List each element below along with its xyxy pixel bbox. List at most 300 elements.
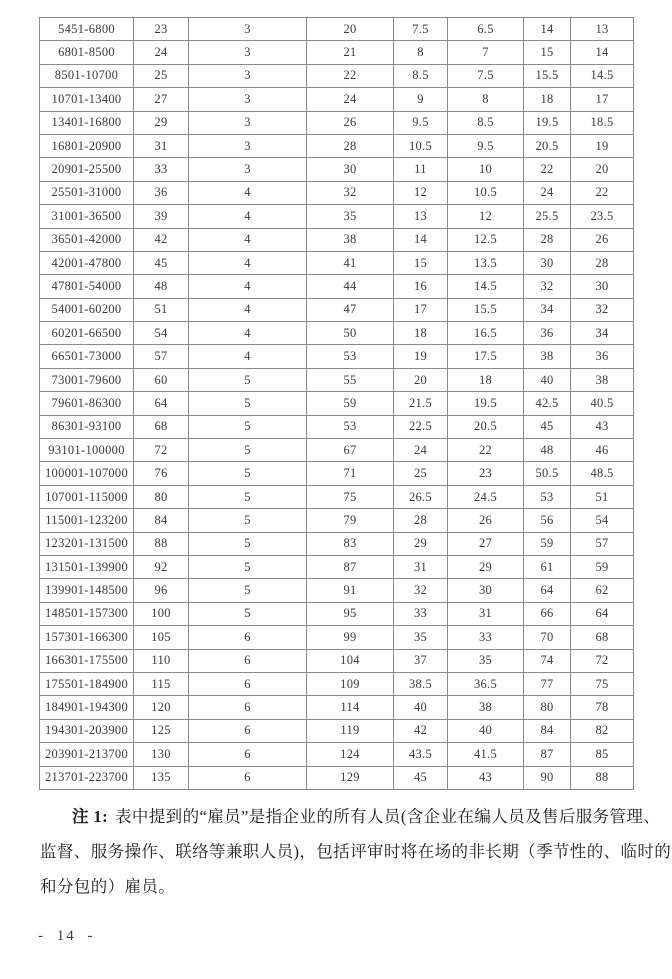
table-row <box>40 392 634 415</box>
table-cell: 5 <box>189 579 307 602</box>
table-row <box>40 696 634 719</box>
table-cell: 105 <box>134 626 189 649</box>
table-cell: 60 <box>134 368 189 391</box>
table-cell: 20 <box>307 18 394 41</box>
table-cell: 76 <box>134 462 189 485</box>
table-cell: 31 <box>134 134 189 157</box>
table-cell: 55 <box>307 368 394 391</box>
table-cell: 5 <box>189 602 307 625</box>
table-cell: 47801-54000 <box>40 275 134 298</box>
table-row <box>40 41 634 64</box>
table-cell: 34 <box>524 298 571 321</box>
table-cell: 40 <box>524 368 571 391</box>
table-cell: 68 <box>571 626 634 649</box>
table-cell: 130 <box>134 743 189 766</box>
table-cell: 66501-73000 <box>40 345 134 368</box>
table-row <box>40 649 634 672</box>
table-cell: 100 <box>134 602 189 625</box>
table-cell: 51 <box>571 485 634 508</box>
table-cell: 10 <box>448 158 524 181</box>
table-cell: 17.5 <box>448 345 524 368</box>
table-cell: 44 <box>307 275 394 298</box>
table-cell: 21 <box>307 41 394 64</box>
table-cell: 66 <box>524 602 571 625</box>
table-cell: 125 <box>134 719 189 742</box>
table-cell: 73001-79600 <box>40 368 134 391</box>
table-cell: 48 <box>134 275 189 298</box>
table-cell: 10.5 <box>448 181 524 204</box>
table-cell: 124 <box>307 743 394 766</box>
table-cell: 135 <box>134 766 189 789</box>
table-cell: 17 <box>571 88 634 111</box>
table-cell: 33 <box>134 158 189 181</box>
table-cell: 35 <box>394 626 448 649</box>
table-cell: 15 <box>394 251 448 274</box>
table-row <box>40 602 634 625</box>
table-cell: 14.5 <box>448 275 524 298</box>
table-cell: 12 <box>394 181 448 204</box>
table-cell: 9.5 <box>448 134 524 157</box>
table-cell: 5 <box>189 439 307 462</box>
table-cell: 12.5 <box>448 228 524 251</box>
table-cell: 5 <box>189 462 307 485</box>
table-cell: 30 <box>307 158 394 181</box>
table-cell: 27 <box>448 532 524 555</box>
table-cell: 24 <box>394 439 448 462</box>
table-cell: 3 <box>189 41 307 64</box>
table-cell: 15.5 <box>448 298 524 321</box>
table-cell: 30 <box>571 275 634 298</box>
table-cell: 13.5 <box>448 251 524 274</box>
table-cell: 100001-107000 <box>40 462 134 485</box>
table-row <box>40 439 634 462</box>
table-cell: 46 <box>571 439 634 462</box>
table-cell: 115001-123200 <box>40 509 134 532</box>
table-cell: 72 <box>134 439 189 462</box>
table-cell: 30 <box>448 579 524 602</box>
table-cell: 4 <box>189 251 307 274</box>
table-cell: 24.5 <box>448 485 524 508</box>
table-cell: 25501-31000 <box>40 181 134 204</box>
table-cell: 26 <box>307 111 394 134</box>
table-row <box>40 158 634 181</box>
table-cell: 19.5 <box>448 392 524 415</box>
table-row <box>40 462 634 485</box>
table-cell: 50 <box>307 322 394 345</box>
table-cell: 7.5 <box>448 64 524 87</box>
table-cell: 31 <box>448 602 524 625</box>
table-cell: 5 <box>189 368 307 391</box>
table-cell: 19 <box>571 134 634 157</box>
table-cell: 16801-20900 <box>40 134 134 157</box>
table-cell: 6.5 <box>448 18 524 41</box>
table-cell: 119 <box>307 719 394 742</box>
table-cell: 62 <box>571 579 634 602</box>
table-cell: 84 <box>524 719 571 742</box>
table-cell: 38 <box>571 368 634 391</box>
table-cell: 80 <box>134 485 189 508</box>
table-row <box>40 415 634 438</box>
table-cell: 28 <box>524 228 571 251</box>
table-row <box>40 251 634 274</box>
table-cell: 40 <box>394 696 448 719</box>
table-cell: 75 <box>307 485 394 508</box>
table-cell: 26.5 <box>394 485 448 508</box>
table-cell: 3 <box>189 64 307 87</box>
table-cell: 4 <box>189 205 307 228</box>
table-row <box>40 579 634 602</box>
table-cell: 38 <box>524 345 571 368</box>
table-cell: 6 <box>189 649 307 672</box>
table-cell: 32 <box>307 181 394 204</box>
table-cell: 13 <box>394 205 448 228</box>
table-cell: 32 <box>394 579 448 602</box>
table-cell: 43.5 <box>394 743 448 766</box>
table-cell: 166301-175500 <box>40 649 134 672</box>
table-cell: 33 <box>394 602 448 625</box>
table-cell: 19.5 <box>524 111 571 134</box>
table-cell: 14 <box>571 41 634 64</box>
table-cell: 38 <box>448 696 524 719</box>
table-cell: 75 <box>571 672 634 695</box>
table-row <box>40 485 634 508</box>
table-cell: 22 <box>524 158 571 181</box>
table-body <box>40 18 634 790</box>
table-cell: 7 <box>448 41 524 64</box>
table-cell: 10701-13400 <box>40 88 134 111</box>
table-cell: 3 <box>189 18 307 41</box>
table-row <box>40 345 634 368</box>
table-cell: 31001-36500 <box>40 205 134 228</box>
table-cell: 24 <box>307 88 394 111</box>
table-cell: 6 <box>189 696 307 719</box>
table-cell: 83 <box>307 532 394 555</box>
table-cell: 7.5 <box>394 18 448 41</box>
table-cell: 36 <box>524 322 571 345</box>
table-cell: 20.5 <box>448 415 524 438</box>
table-cell: 43 <box>571 415 634 438</box>
table-cell: 5 <box>189 555 307 578</box>
table-cell: 11 <box>394 158 448 181</box>
table-cell: 16 <box>394 275 448 298</box>
table-cell: 82 <box>571 719 634 742</box>
table-cell: 175501-184900 <box>40 672 134 695</box>
table-cell: 4 <box>189 181 307 204</box>
table-cell: 95 <box>307 602 394 625</box>
table-cell: 35 <box>307 205 394 228</box>
table-cell: 99 <box>307 626 394 649</box>
note-label: 注 1: <box>72 807 108 826</box>
table-cell: 20.5 <box>524 134 571 157</box>
table-cell: 74 <box>524 649 571 672</box>
table-cell: 29 <box>134 111 189 134</box>
table-row <box>40 743 634 766</box>
table-cell: 48 <box>524 439 571 462</box>
note-line-3: 和分包的）雇员。 <box>40 877 176 896</box>
table-row <box>40 509 634 532</box>
table-cell: 14 <box>524 18 571 41</box>
table-cell: 54001-60200 <box>40 298 134 321</box>
table-cell: 3 <box>189 111 307 134</box>
note-line-1-text: 表中提到的“雇员”是指企业的所有人员(含企业在编人员及售后服务管理、 <box>114 807 661 826</box>
table-cell: 42.5 <box>524 392 571 415</box>
table-cell: 9 <box>394 88 448 111</box>
table-cell: 29 <box>394 532 448 555</box>
table-cell: 9.5 <box>394 111 448 134</box>
table-cell: 16.5 <box>448 322 524 345</box>
table-cell: 3 <box>189 158 307 181</box>
table-cell: 67 <box>307 439 394 462</box>
table-cell: 8 <box>448 88 524 111</box>
table-cell: 42 <box>134 228 189 251</box>
table-row <box>40 322 634 345</box>
table-cell: 64 <box>571 602 634 625</box>
table-cell: 18 <box>394 322 448 345</box>
table-row <box>40 205 634 228</box>
table-cell: 53 <box>307 345 394 368</box>
table-cell: 54 <box>571 509 634 532</box>
table-row <box>40 555 634 578</box>
table-cell: 79 <box>307 509 394 532</box>
table-row <box>40 275 634 298</box>
table-cell: 6 <box>189 626 307 649</box>
table-cell: 72 <box>571 649 634 672</box>
table-cell: 139901-148500 <box>40 579 134 602</box>
page-number: - 14 - <box>38 928 95 944</box>
table-row <box>40 181 634 204</box>
table-cell: 15 <box>524 41 571 64</box>
table-cell: 60201-66500 <box>40 322 134 345</box>
table-cell: 23 <box>134 18 189 41</box>
table-row <box>40 88 634 111</box>
table-cell: 6 <box>189 766 307 789</box>
table-cell: 59 <box>524 532 571 555</box>
table-cell: 39 <box>134 205 189 228</box>
table-cell: 42 <box>394 719 448 742</box>
table-cell: 5451-6800 <box>40 18 134 41</box>
table-cell: 43 <box>448 766 524 789</box>
table-row <box>40 626 634 649</box>
table-cell: 61 <box>524 555 571 578</box>
table-cell: 6 <box>189 672 307 695</box>
table-cell: 68 <box>134 415 189 438</box>
table-cell: 25 <box>134 64 189 87</box>
table-cell: 10.5 <box>394 134 448 157</box>
table-cell: 24 <box>134 41 189 64</box>
note-paragraph <box>40 799 672 904</box>
table-cell: 59 <box>307 392 394 415</box>
table-cell: 36 <box>134 181 189 204</box>
table-cell: 86301-93100 <box>40 415 134 438</box>
table-cell: 34 <box>571 322 634 345</box>
table-cell: 31 <box>394 555 448 578</box>
table-cell: 104 <box>307 649 394 672</box>
table-cell: 48.5 <box>571 462 634 485</box>
table-cell: 5 <box>189 532 307 555</box>
table-cell: 6 <box>189 743 307 766</box>
table-cell: 36 <box>571 345 634 368</box>
table-cell: 32 <box>524 275 571 298</box>
table-row <box>40 64 634 87</box>
table-cell: 3 <box>189 134 307 157</box>
table-cell: 56 <box>524 509 571 532</box>
table-cell: 4 <box>189 322 307 345</box>
table-cell: 45 <box>134 251 189 274</box>
table-cell: 203901-213700 <box>40 743 134 766</box>
table-cell: 21.5 <box>394 392 448 415</box>
table-cell: 22 <box>571 181 634 204</box>
table-cell: 148501-157300 <box>40 602 134 625</box>
table-cell: 79601-86300 <box>40 392 134 415</box>
table-row <box>40 766 634 789</box>
table-cell: 4 <box>189 298 307 321</box>
table-cell: 27 <box>134 88 189 111</box>
table-cell: 33 <box>448 626 524 649</box>
table-cell: 80 <box>524 696 571 719</box>
table-cell: 3 <box>189 88 307 111</box>
table-cell: 53 <box>524 485 571 508</box>
table-cell: 8501-10700 <box>40 64 134 87</box>
table-cell: 41.5 <box>448 743 524 766</box>
table-row <box>40 134 634 157</box>
table-cell: 14 <box>394 228 448 251</box>
table-cell: 4 <box>189 345 307 368</box>
table-cell: 45 <box>524 415 571 438</box>
table-cell: 92 <box>134 555 189 578</box>
table-cell: 91 <box>307 579 394 602</box>
table-cell: 22.5 <box>394 415 448 438</box>
table-cell: 88 <box>571 766 634 789</box>
table-cell: 45 <box>394 766 448 789</box>
table-cell: 12 <box>448 205 524 228</box>
table-cell: 28 <box>394 509 448 532</box>
table-cell: 8.5 <box>394 64 448 87</box>
table-cell: 87 <box>307 555 394 578</box>
table-cell: 28 <box>307 134 394 157</box>
table-cell: 25.5 <box>524 205 571 228</box>
table-cell: 107001-115000 <box>40 485 134 508</box>
table-cell: 4 <box>189 275 307 298</box>
table-cell: 42001-47800 <box>40 251 134 274</box>
table-cell: 71 <box>307 462 394 485</box>
table-cell: 115 <box>134 672 189 695</box>
table-cell: 5 <box>189 485 307 508</box>
table-cell: 18 <box>448 368 524 391</box>
table-cell: 19 <box>394 345 448 368</box>
table-row <box>40 111 634 134</box>
note-line-2: 监督、服务操作、联络等兼职人员)，包括评审时将在场的非长期（季节性的、临时的 <box>40 842 672 861</box>
table-cell: 29 <box>448 555 524 578</box>
table-cell: 35 <box>448 649 524 672</box>
table-row <box>40 368 634 391</box>
table-cell: 57 <box>134 345 189 368</box>
table-cell: 24 <box>524 181 571 204</box>
table-cell: 22 <box>307 64 394 87</box>
table-cell: 57 <box>571 532 634 555</box>
table-row <box>40 672 634 695</box>
table-row <box>40 719 634 742</box>
table-cell: 194301-203900 <box>40 719 134 742</box>
table-cell: 13401-16800 <box>40 111 134 134</box>
table-cell: 8 <box>394 41 448 64</box>
table-cell: 78 <box>571 696 634 719</box>
table-cell: 28 <box>571 251 634 274</box>
table-cell: 50.5 <box>524 462 571 485</box>
table-cell: 41 <box>307 251 394 274</box>
table-cell: 5 <box>189 509 307 532</box>
table-cell: 64 <box>134 392 189 415</box>
table-cell: 64 <box>524 579 571 602</box>
table-cell: 120 <box>134 696 189 719</box>
table-cell: 17 <box>394 298 448 321</box>
table-cell: 23 <box>448 462 524 485</box>
table-cell: 93101-100000 <box>40 439 134 462</box>
table-cell: 8.5 <box>448 111 524 134</box>
table-cell: 40 <box>448 719 524 742</box>
table-cell: 5 <box>189 415 307 438</box>
table-cell: 77 <box>524 672 571 695</box>
table-cell: 84 <box>134 509 189 532</box>
table-cell: 110 <box>134 649 189 672</box>
table-cell: 213701-223700 <box>40 766 134 789</box>
table-cell: 30 <box>524 251 571 274</box>
table-cell: 5 <box>189 392 307 415</box>
table-cell: 88 <box>134 532 189 555</box>
table-row <box>40 18 634 41</box>
table-cell: 25 <box>394 462 448 485</box>
table-cell: 14.5 <box>571 64 634 87</box>
table-row <box>40 298 634 321</box>
table-cell: 38.5 <box>394 672 448 695</box>
table-cell: 123201-131500 <box>40 532 134 555</box>
table-cell: 47 <box>307 298 394 321</box>
table-cell: 22 <box>448 439 524 462</box>
employee-sampling-table <box>39 17 634 790</box>
table-cell: 40.5 <box>571 392 634 415</box>
table-cell: 6801-8500 <box>40 41 134 64</box>
table-cell: 53 <box>307 415 394 438</box>
table-cell: 36501-42000 <box>40 228 134 251</box>
table-cell: 38 <box>307 228 394 251</box>
table-cell: 13 <box>571 18 634 41</box>
table-cell: 109 <box>307 672 394 695</box>
table-cell: 87 <box>524 743 571 766</box>
table-cell: 96 <box>134 579 189 602</box>
table-cell: 20 <box>571 158 634 181</box>
table-cell: 18 <box>524 88 571 111</box>
table-cell: 15.5 <box>524 64 571 87</box>
table-cell: 23.5 <box>571 205 634 228</box>
table-cell: 51 <box>134 298 189 321</box>
note-line-1 <box>40 799 661 834</box>
table-cell: 26 <box>448 509 524 532</box>
table-cell: 20 <box>394 368 448 391</box>
table-cell: 59 <box>571 555 634 578</box>
table-cell: 184901-194300 <box>40 696 134 719</box>
table-cell: 26 <box>571 228 634 251</box>
table-cell: 32 <box>571 298 634 321</box>
table-cell: 157301-166300 <box>40 626 134 649</box>
table-cell: 37 <box>394 649 448 672</box>
table-cell: 129 <box>307 766 394 789</box>
table-cell: 20901-25500 <box>40 158 134 181</box>
table-cell: 85 <box>571 743 634 766</box>
table-cell: 4 <box>189 228 307 251</box>
table-cell: 18.5 <box>571 111 634 134</box>
table-row <box>40 228 634 251</box>
table-cell: 70 <box>524 626 571 649</box>
table-cell: 54 <box>134 322 189 345</box>
